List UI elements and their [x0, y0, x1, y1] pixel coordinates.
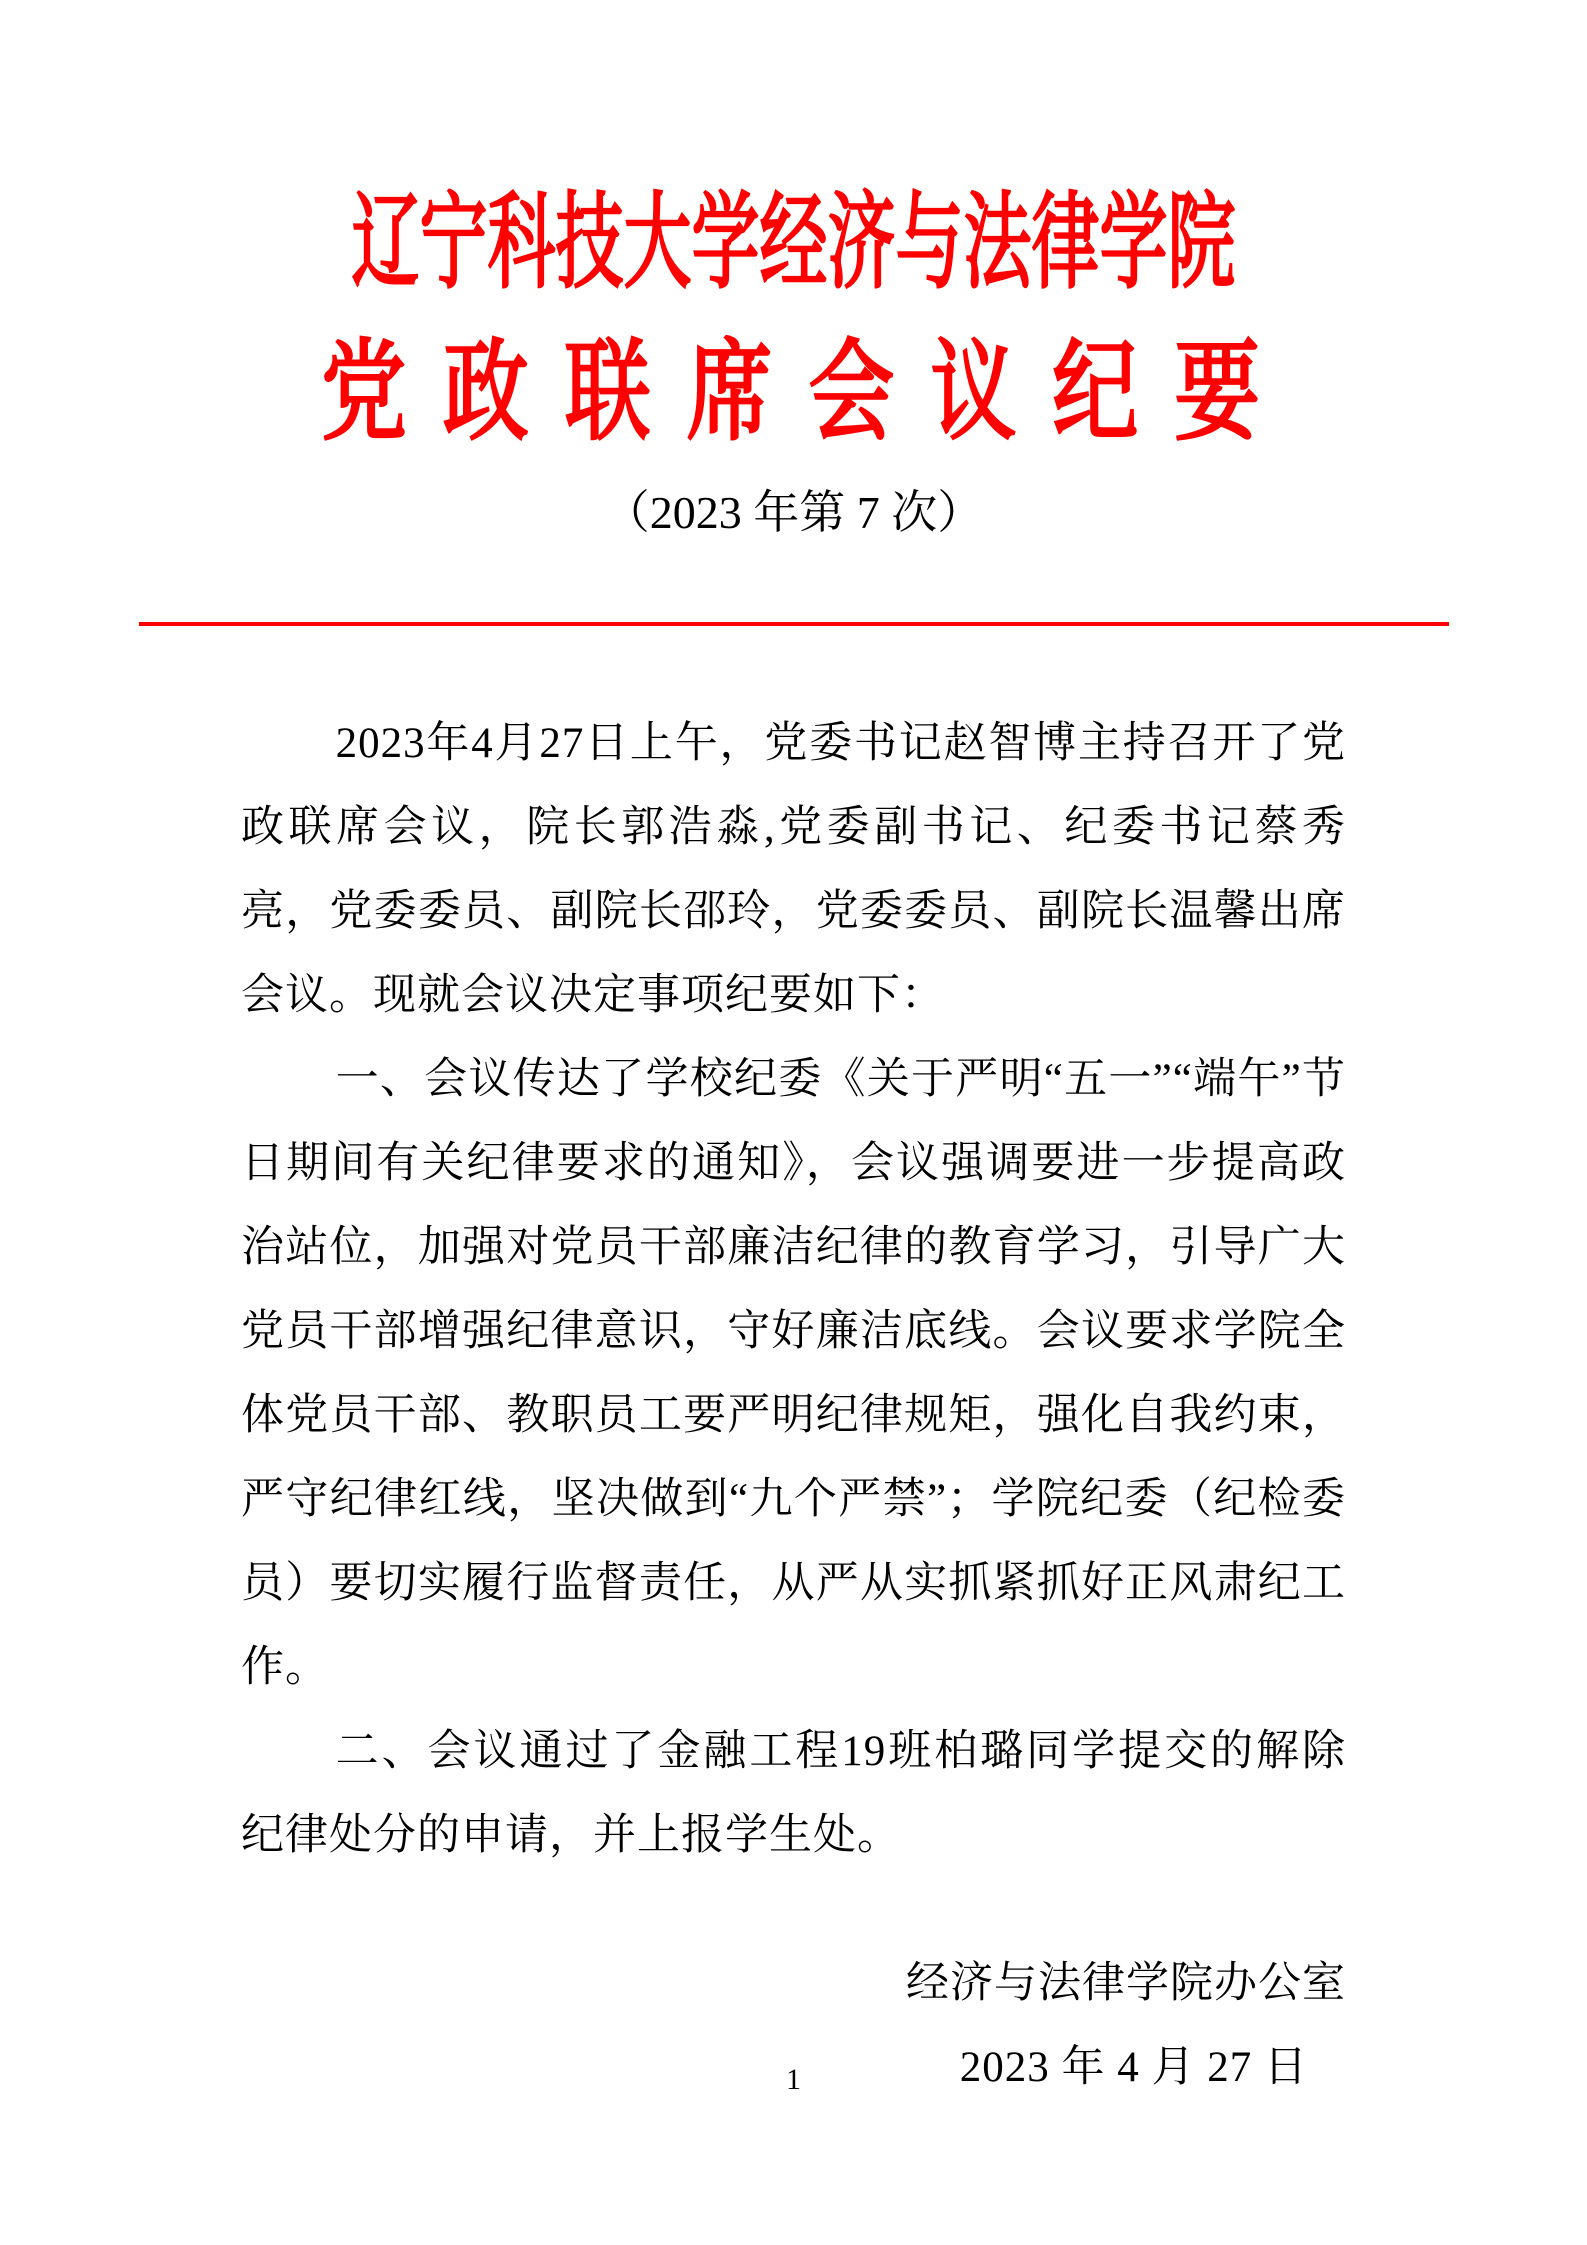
signature-office: 经济与法律学院办公室: [906, 1960, 1346, 2007]
session-number: （2023 年第 7 次）: [603, 487, 984, 538]
signature-date: 2023 年 4 月 27 日: [959, 2044, 1308, 2091]
document-title-line1: 辽宁科技大学经济与法律学院: [351, 184, 1236, 302]
document-title-line2: 党 政 联 席 会 议 纪 要: [320, 331, 1267, 455]
red-divider-rule: [139, 622, 1449, 626]
paragraph-intro: 2023年4月27日上午，党委书记赵智博主持召开了党政联席会议，院长郭浩淼,党委副书记、纪委书记蔡秀亮，党委委员、副院长邵玲，党委委员、副院长温馨出席会议。现就会议决定事项纪要如下：: [241, 720, 1346, 1019]
document-body: [241, 702, 1346, 1878]
paragraph-item-2: 二、会议通过了金融工程19班柏璐同学提交的解除纪律处分的申请，并上报学生处。: [241, 1728, 1346, 1859]
paragraph-item-1: 一、会议传达了学校纪委《关于严明“五一”“端午”节日期间有关纪律要求的通知》，会议强调要进一步提高政治站位，加强对党员干部廉洁纪律的教育学习，引导广大党员干部增强纪律意识，守好廉洁底线。会议要求学院全体党员干部、教职员工要严明纪律规矩，强化自我约束，严守纪律红线，坚决做到“九个严禁”；学院纪委（纪检委员）要切实履行监督责任，从严从实抓紧抓好正风肃纪工作。: [241, 1056, 1346, 1691]
page-number: 1: [786, 2063, 801, 2096]
